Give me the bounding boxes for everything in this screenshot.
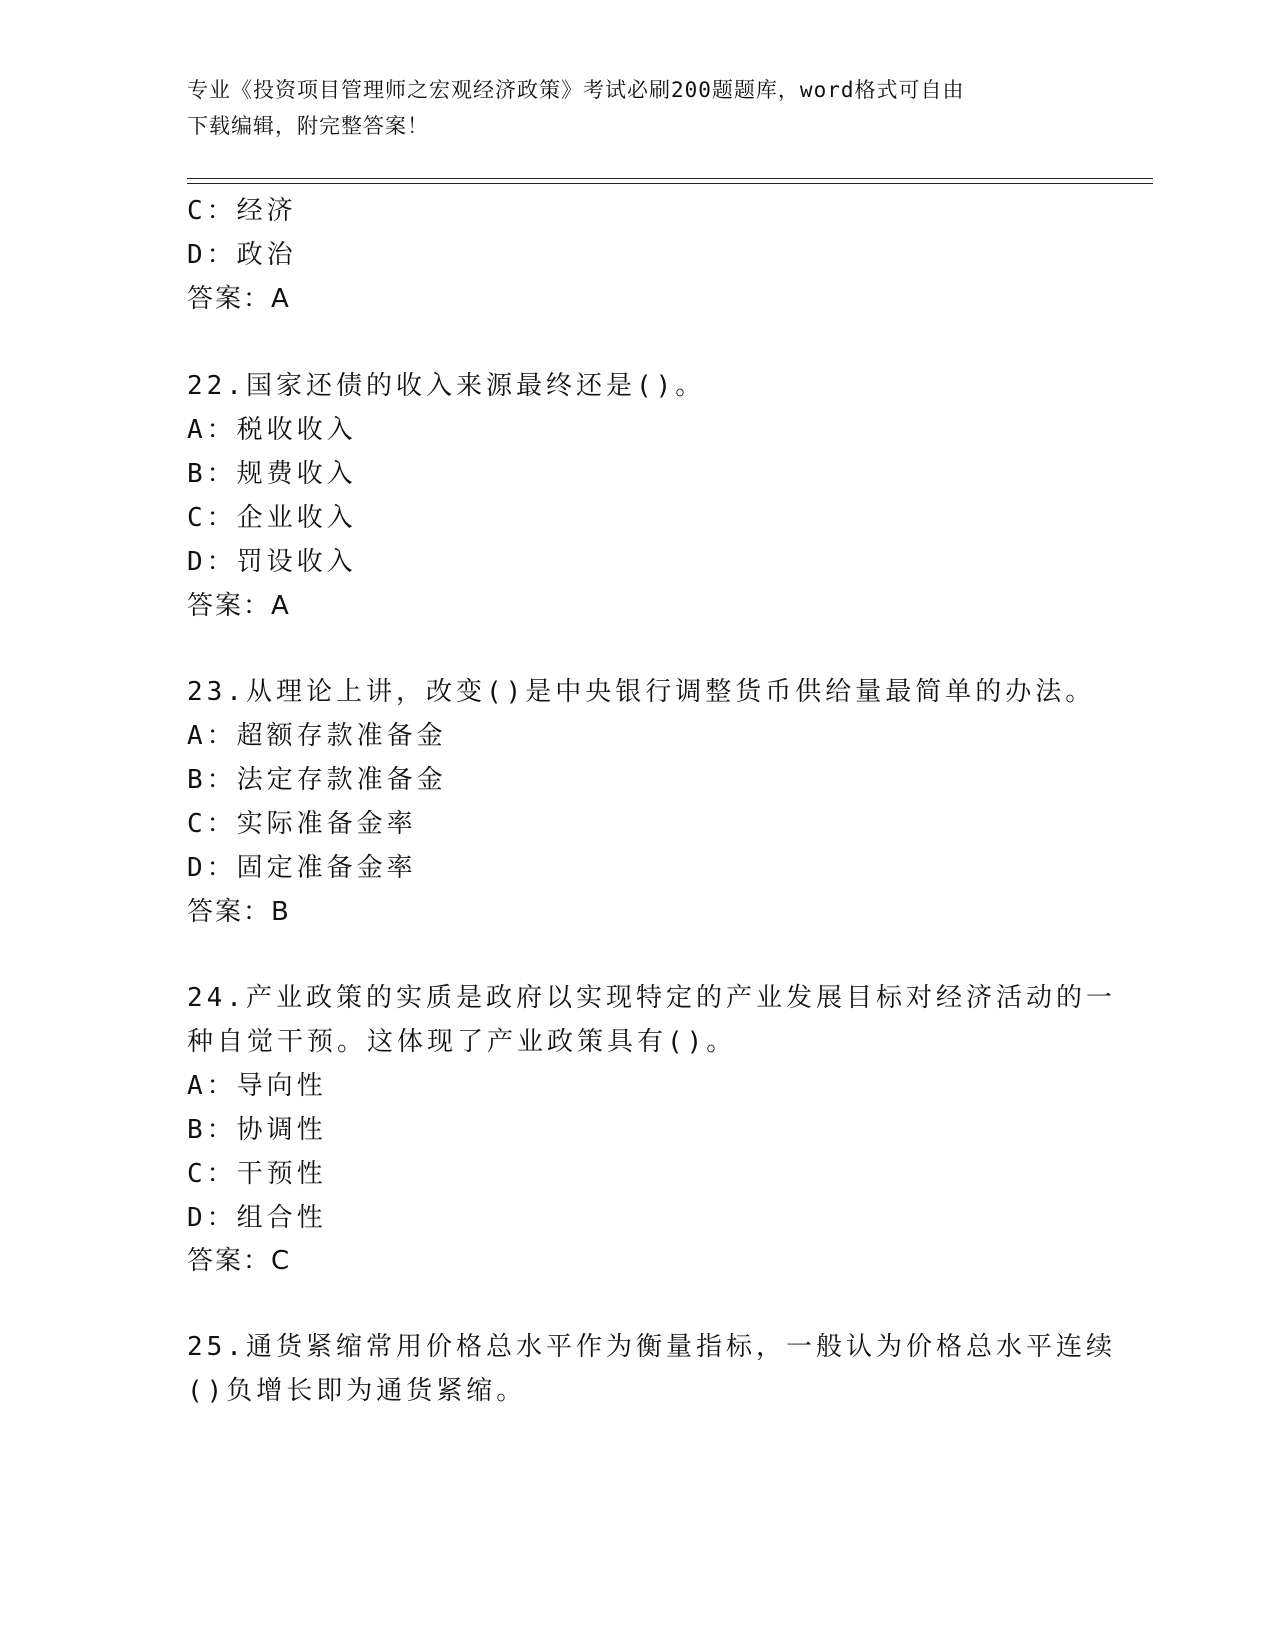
q22-option-d: D：罚设收入 — [187, 547, 357, 577]
q23-option-d: D：固定准备金率 — [187, 853, 417, 883]
q22-stem: 22.国家还债的收入来源最终还是()。 — [187, 371, 706, 401]
header-divider-bottom — [187, 183, 1153, 184]
q22-option-c: C：企业收入 — [187, 503, 357, 533]
header-divider-top — [187, 178, 1153, 179]
q24-option-d: D：组合性 — [187, 1203, 327, 1233]
q23-option-c: C：实际准备金率 — [187, 809, 417, 839]
q22-option-b: B：规费收入 — [187, 459, 357, 489]
q24-option-a: A：导向性 — [187, 1071, 327, 1101]
q25-stem-line-1: 25.通货紧缩常用价格总水平作为衡量指标，一般认为价格总水平连续 — [187, 1332, 1116, 1362]
header-line-2: 下载编辑，附完整答案！ — [187, 114, 429, 138]
header-line-1: 专业《投资项目管理师之宏观经济政策》考试必刷200题题库，word格式可自由 — [187, 78, 965, 102]
q24-stem-line-1: 24.产业政策的实质是政府以实现特定的产业发展目标对经济活动的一 — [187, 983, 1116, 1013]
q24-stem-line-2: 种自觉干预。这体现了产业政策具有()。 — [187, 1027, 737, 1057]
q24-answer: 答案：C — [187, 1246, 292, 1276]
page-header — [187, 72, 1067, 144]
q23-option-b: B：法定存款准备金 — [187, 765, 447, 795]
q24-option-c: C：干预性 — [187, 1159, 327, 1189]
q21-option-c: C：经济 — [187, 196, 297, 226]
q22-answer: 答案：A — [187, 591, 291, 621]
q24-option-b: B：协调性 — [187, 1115, 327, 1145]
q25-stem-line-2: ()负增长即为通货紧缩。 — [187, 1376, 527, 1406]
q23-stem: 23.从理论上讲，改变()是中央银行调整货币供给量最简单的办法。 — [187, 677, 1096, 707]
q23-answer: 答案：B — [187, 897, 291, 927]
q21-answer: 答案：A — [187, 284, 291, 314]
q22-option-a: A：税收收入 — [187, 415, 357, 445]
q23-option-a: A：超额存款准备金 — [187, 721, 447, 751]
q21-option-d: D：政治 — [187, 240, 297, 270]
